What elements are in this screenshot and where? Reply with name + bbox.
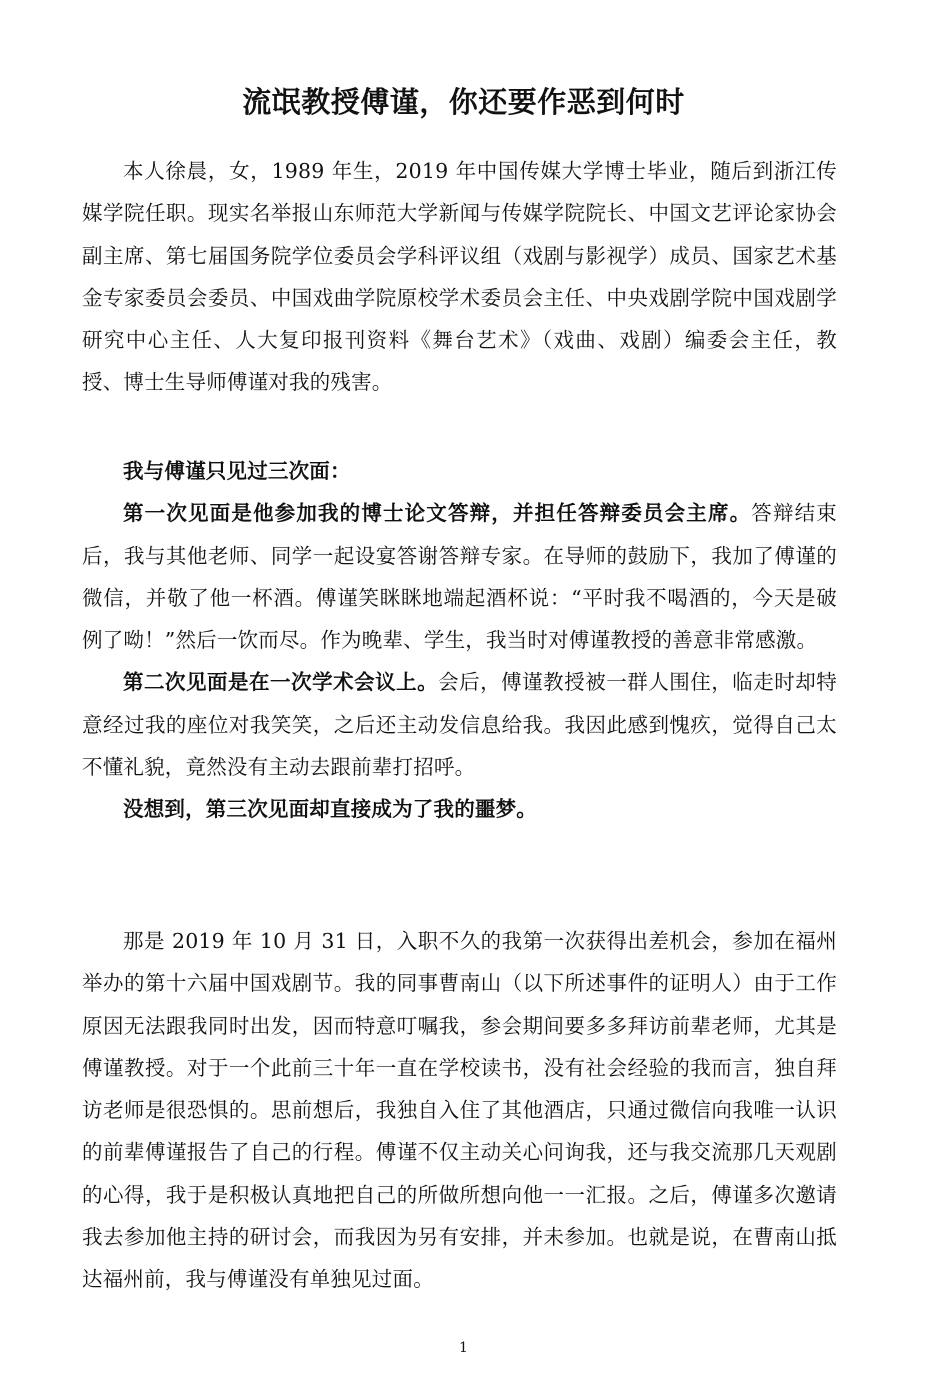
first-meeting-body: 答辩结束后，我与其他老师、同学一起设宴答谢答辩专家。在导师的鼓励下，我加了傅谨的微信，并敬了他一杯酒。傅谨笑眯眯地端起酒杯说：“平时我不喝酒的，今天是破例了呦！”然后一饮而尽。作为晚辈、学生，我当时对傅谨教授的善意非常感激。 [82,501,837,653]
second-meeting-lead: 第二次见面是在一次学术会议上。 [123,670,439,695]
fuzhou-section [82,920,837,1301]
page-number: 1 [459,1340,468,1356]
first-meeting-lead: 第一次见面是他参加我的博士论文答辩，并担任答辩委员会主席。 [123,501,752,526]
third-meeting-paragraph: 没想到，第三次见面却直接成为了我的噩梦。 [123,797,537,822]
intro-section [82,150,837,404]
second-meeting-body: 会后，傅谨教授被一群人围住，临走时却特意经过我的座位对我笑笑，之后还主动发信息给我。我因此感到愧疚，觉得自己太不懂礼貌，竟然没有主动去跟前辈打招呼。 [82,670,837,780]
document-title: 流氓教授傅谨，你还要作恶到何时 [242,85,685,120]
intro-paragraph: 本人徐晨，女，1989 年生，2019 年中国传媒大学博士毕业，随后到浙江传媒学院任职。现实名举报山东师范大学新闻与传媒学院院长、中国文艺评论家协会副主席、第七届国务院学位委员会学科评议组（戏剧与影视学）成员、国家艺术基金专家委员会委员、中国戏曲学院原校学术委员会主任、中央戏剧学院中国戏剧学研究中心主任、人大复印报刊资料《舞台艺术》（戏曲、戏剧）编委会主任，教授、博士生导师傅谨对我的残害。 [82,159,837,395]
meetings-heading: 我与傅谨只见过三次面： [123,459,351,483]
fuzhou-paragraph: 那是 2019 年 10 月 31 日，入职不久的我第一次获得出差机会，参加在福州举办的第十六届中国戏剧节。我的同事曹南山（以下所述事件的证明人）由于工作原因无法跟我同时出发，因而特意叮嘱我，参会期间要多多拜访前辈老师，尤其是傅谨教授。对于一个此前三十年一直在学校读书，没有社会经验的我而言，独自拜访老师是很恐惧的。思前想后，我独自入住了其他酒店，只通过微信向我唯一认识的前辈傅谨报告了自己的行程。傅谨不仅主动关心问询我，还与我交流那几天观剧的心得，我于是积极认真地把自己的所做所想向他一一汇报。之后，傅谨多次邀请我去参加他主持的研讨会，而我因为另有安排，并未参加。也就是说，在曹南山抵达福州前，我与傅谨没有单独见过面。 [82,929,837,1292]
meetings-section [82,450,837,831]
first-meeting-paragraph [82,492,837,661]
second-meeting-paragraph [82,661,837,788]
